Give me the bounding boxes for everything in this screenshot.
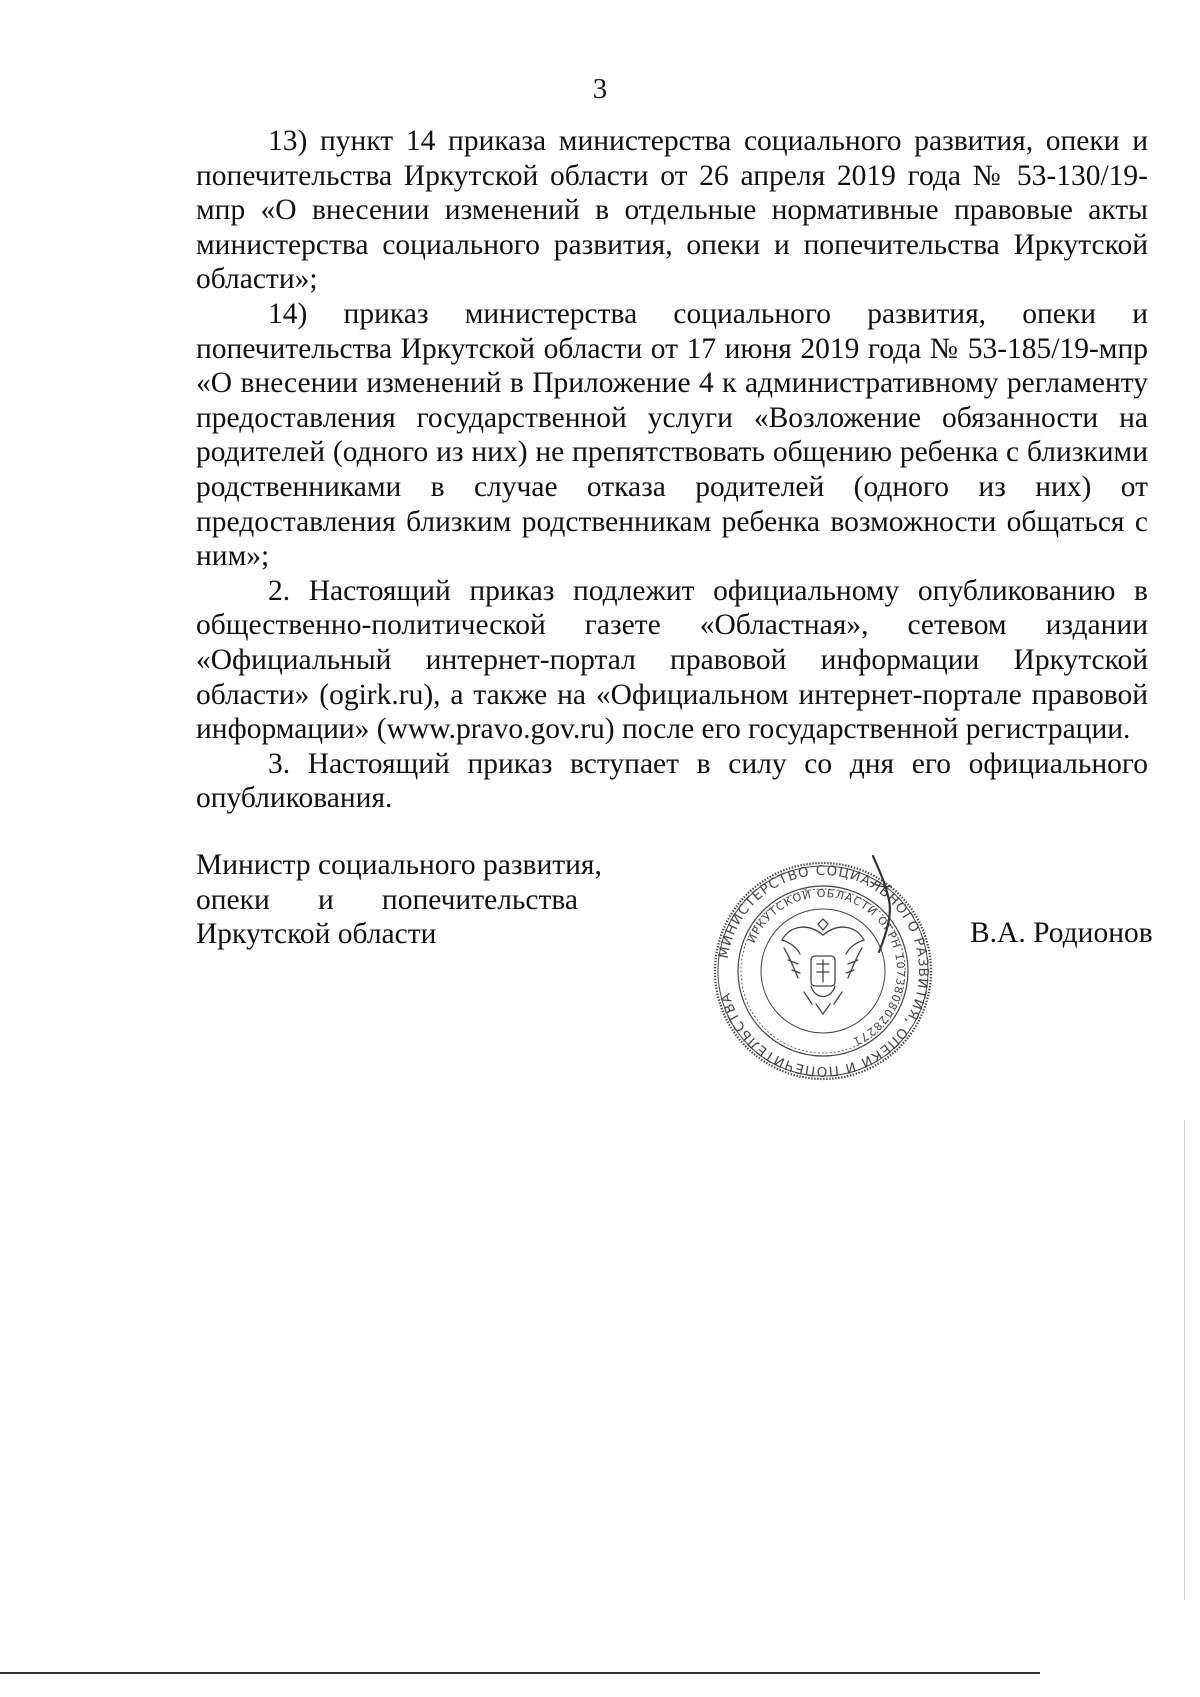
seal-inner-text: ИРКУТСКОЙ ОБЛАСТИ ОГРН 1073808028271 <box>744 886 908 1049</box>
paragraph-item-13: 13) пункт 14 приказа министерства социального развития, опеки и попечительства Иркутской области от 26 апреля 2019 года № 53-130/19-мпр «О внесении изменений в отдельные нормативные правовые акты министерства социального развития, опеки и попечительства Иркутской области»; <box>196 125 1148 296</box>
signatory-name: В.А. Родионов <box>970 917 1153 949</box>
signatory-position-line: опеки и попечительства <box>196 883 578 916</box>
paragraph-item-14: 14) приказ министерства социального развития, опеки и попечительства Иркутской области от 17 июня 2019 года № 53-185/19-мпр «О внесении изменений в Приложение 4 к административному регламенту предоставления государственной услуги «Возложение обязанности на родителей (одного из них) не препятствовать общению ребенка с близкими родственниками в случае отказа родителей (одного из них) от предоставления близким родственникам ребенка возможности общаться с ним»; <box>196 297 1148 573</box>
paragraph-publication: 2. Настоящий приказ подлежит официальному опубликованию в общественно-политической газете «Областная», сетевом издании «Официальный интернет-портал правовой информации Иркутской области» (ogirk.ru), а также на «Официальном интернет-портале правовой информации» (www.pravo.gov.ru) после его государственной регистрации. <box>196 574 1148 746</box>
handwritten-signature-icon <box>865 852 905 962</box>
seal-outer-text: МИНИСТЕРСТВО СОЦИАЛЬНОГО РАЗВИТИЯ, ОПЕКИ И ПОПЕЧИТЕЛЬСТВА <box>715 862 932 1080</box>
bottom-divider <box>0 1672 1040 1674</box>
signatory-position-line: Иркутской области <box>196 918 437 951</box>
scan-edge-line <box>1184 1120 1185 1600</box>
order-body <box>196 124 1148 816</box>
signatory-position <box>196 848 602 952</box>
signatory-position-line: Министр социального развития, <box>196 849 602 881</box>
paragraph-effective-date: 3. Настоящий приказ вступает в силу со дня его официального опубликования. <box>196 747 1148 815</box>
page-number: 3 <box>592 73 608 105</box>
